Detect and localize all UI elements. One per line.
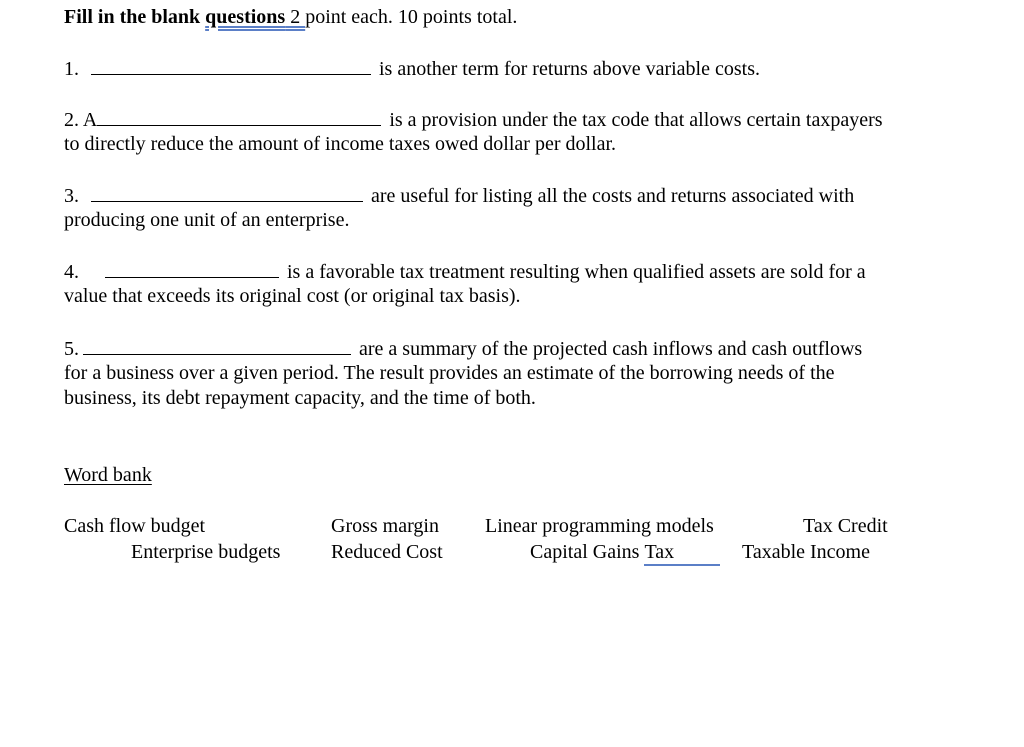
word-bank-item-tax: Tax <box>644 540 720 566</box>
question-text-line2: producing one unit of an enterprise. <box>64 209 350 231</box>
heading-questions-word: questions <box>205 6 286 28</box>
instructions-heading <box>64 5 517 29</box>
question-4-continued <box>64 284 521 308</box>
word-bank-item: Linear programming models <box>485 515 714 537</box>
question-text-line2: for a business over a given period. The result provides an estimate of the borrowing needs of the <box>64 362 835 384</box>
question-1 <box>64 56 760 81</box>
question-text-line2: value that exceeds its original cost (or original tax basis). <box>64 285 521 307</box>
word-bank-item-capital-gains <box>530 540 720 566</box>
answer-blank-5[interactable] <box>83 336 351 355</box>
word-bank-item: Gross margin <box>331 515 439 537</box>
word-bank-item: Cash flow budget <box>64 515 206 537</box>
question-2-continued <box>64 132 616 156</box>
question-5-continued-2 <box>64 386 536 410</box>
answer-blank-3[interactable] <box>91 183 363 202</box>
word-bank-item: Taxable Income <box>742 541 870 563</box>
answer-blank-2[interactable] <box>97 107 381 126</box>
word-bank-item: Tax Credit <box>803 515 888 537</box>
question-number: 2. A <box>64 109 98 131</box>
heading-bold-text: Fill in the blank <box>64 6 206 28</box>
question-number: 5. <box>64 338 79 360</box>
answer-blank-4[interactable] <box>105 259 279 278</box>
question-2 <box>64 107 883 132</box>
question-4 <box>64 259 866 284</box>
question-3-continued <box>64 208 349 232</box>
question-number: 4. <box>64 261 79 283</box>
question-text: are a summary of the projected cash inflows and cash outflows <box>359 338 863 360</box>
heading-points-text: point each. 10 points total. <box>305 6 518 28</box>
word-bank-item: Reduced Cost <box>331 541 443 563</box>
question-text: is a provision under the tax code that allows certain taxpayers <box>389 109 883 131</box>
heading-points-number: 2 <box>285 6 306 28</box>
question-text-line2: to directly reduce the amount of income taxes owed dollar per dollar. <box>64 133 617 155</box>
question-number: 3. <box>64 185 79 207</box>
question-text: is a favorable tax treatment resulting when qualified assets are sold for a <box>287 261 866 283</box>
word-bank-item: Enterprise budgets <box>131 541 281 563</box>
answer-blank-1[interactable] <box>91 56 371 75</box>
question-3 <box>64 183 854 208</box>
question-text: are useful for listing all the costs and returns associated with <box>371 185 855 207</box>
question-text-line3: business, its debt repayment capacity, and the time of both. <box>64 387 536 409</box>
word-bank-title: Word bank <box>64 464 152 486</box>
question-number: 1. <box>64 58 79 80</box>
question-text: is another term for returns above variable costs. <box>379 58 760 80</box>
question-5 <box>64 336 862 361</box>
word-bank-item-part: Capital Gains <box>530 541 645 563</box>
question-5-continued <box>64 361 835 385</box>
